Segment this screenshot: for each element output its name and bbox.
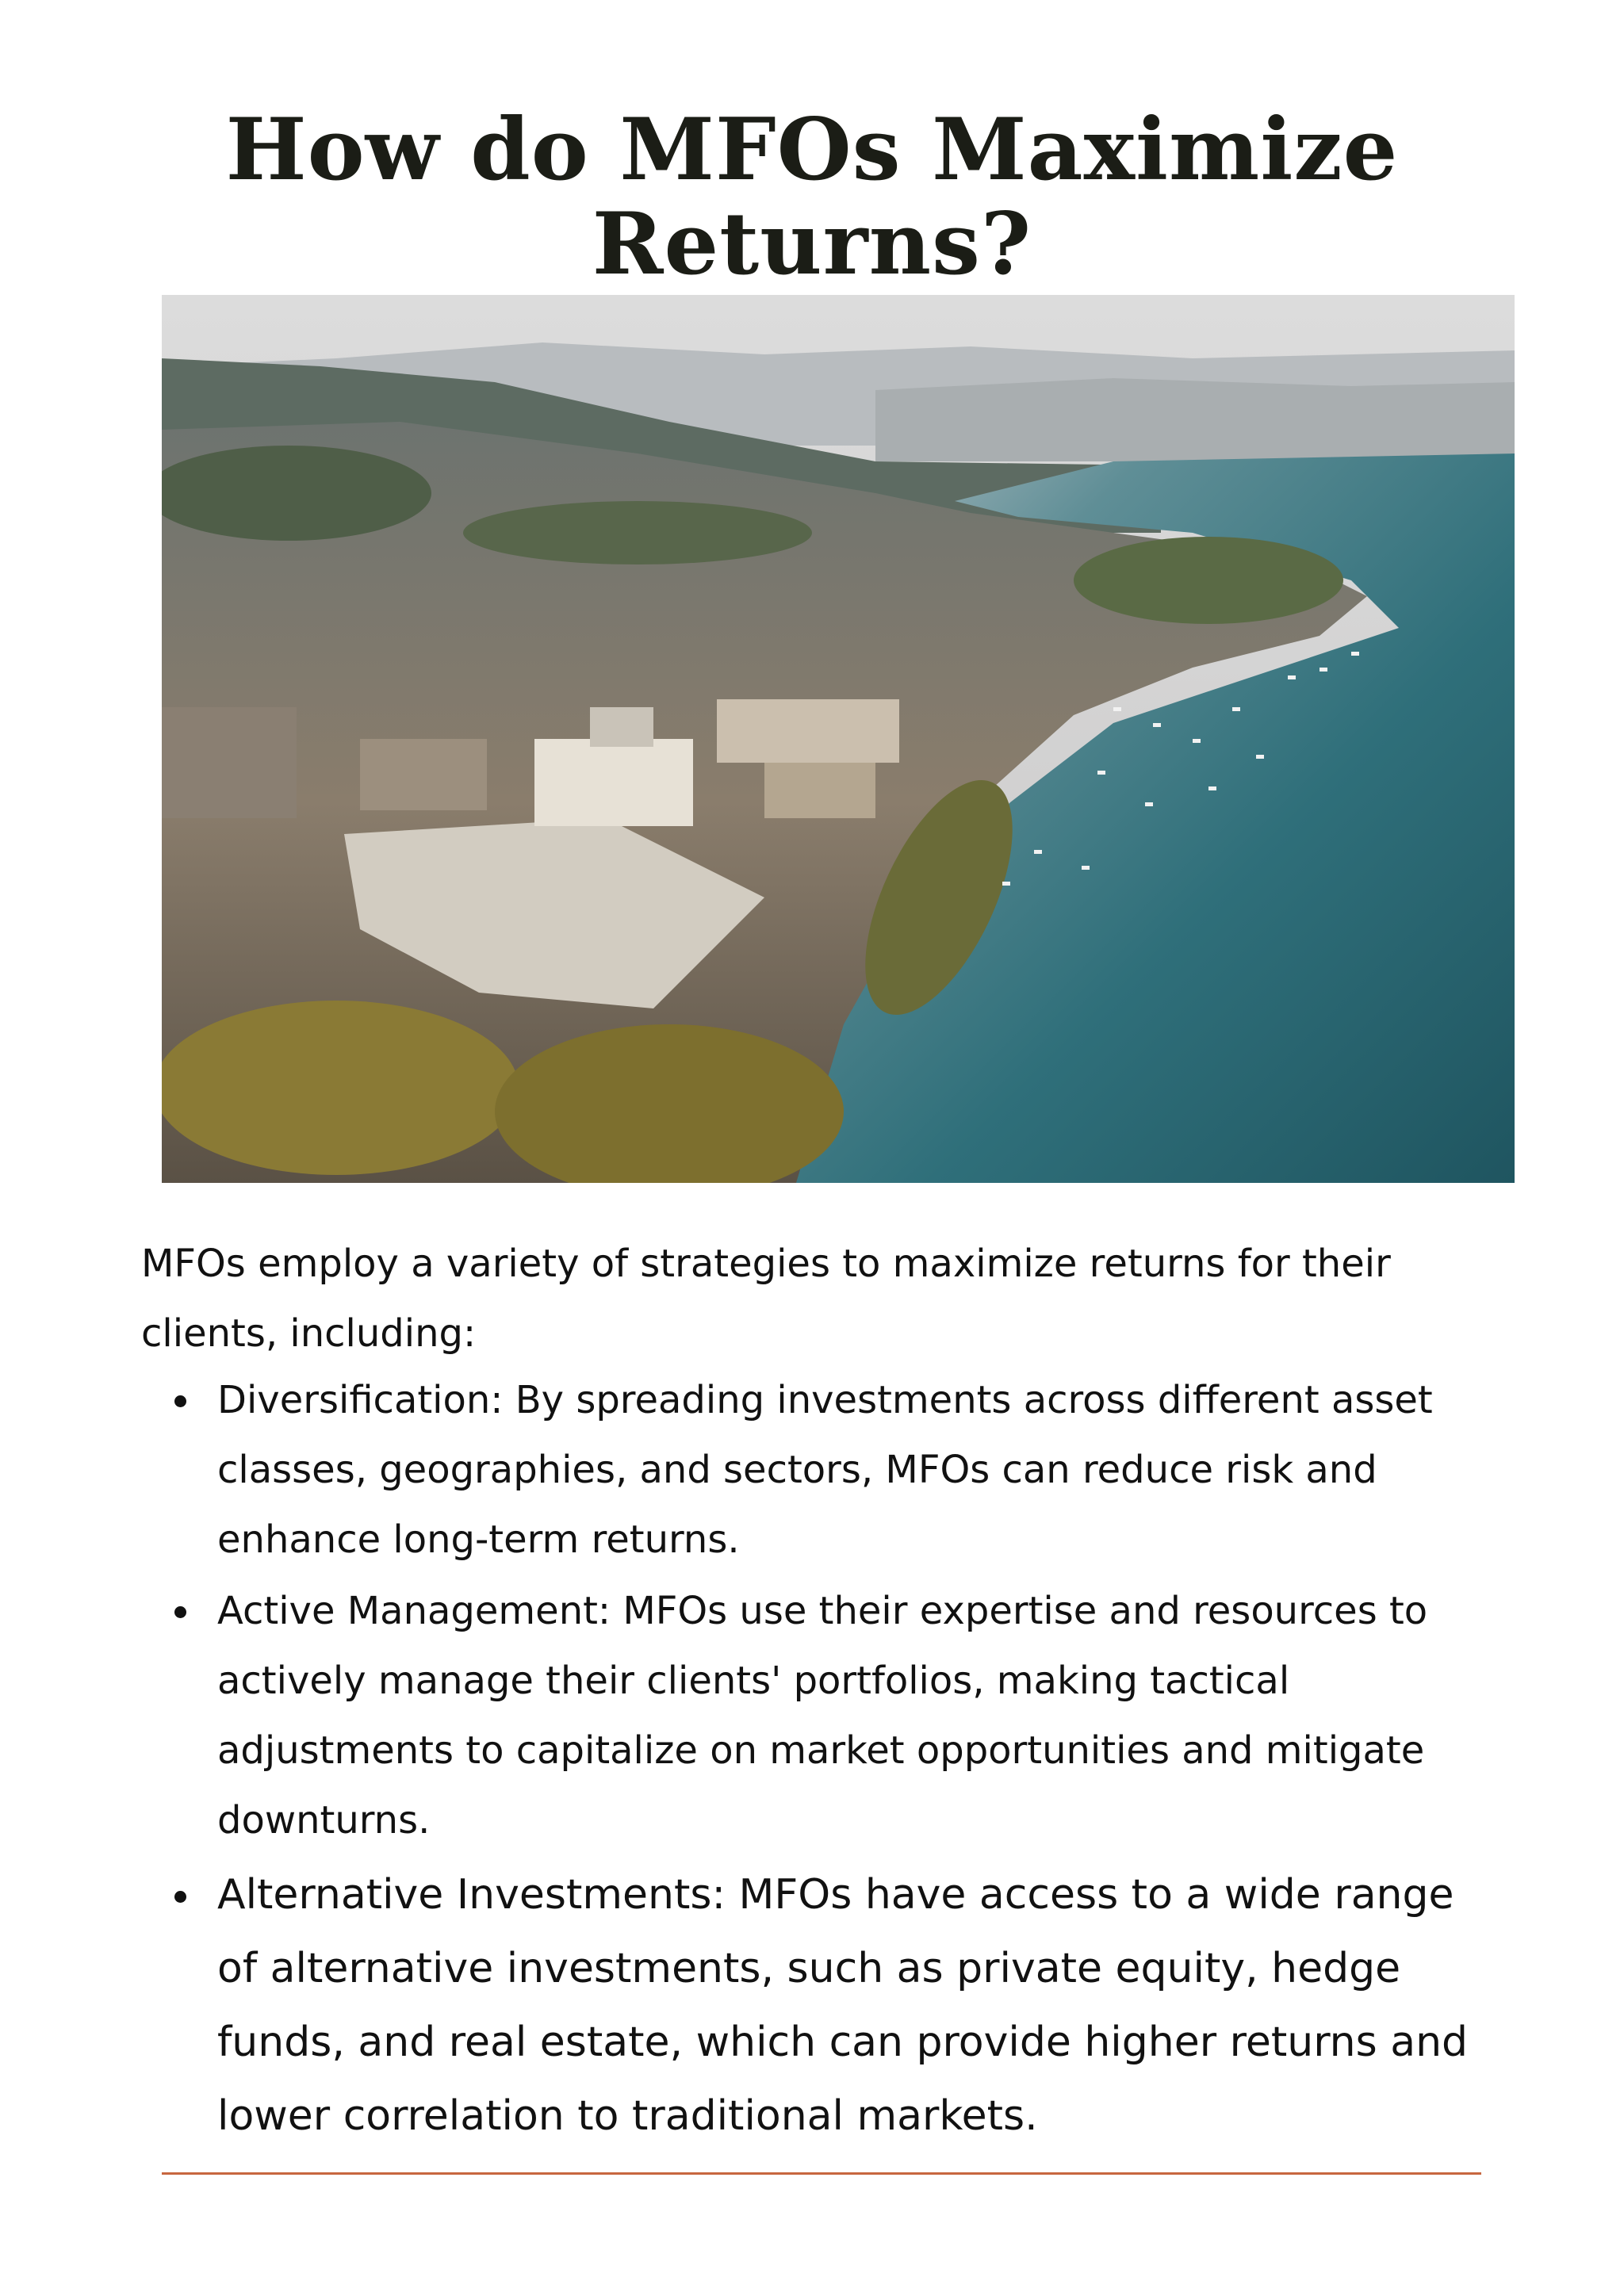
intro-paragraph: MFOs employ a variety of strategies to maximize returns for their clients, including: [141,1242,1391,1356]
bullet-dot-icon [174,1891,186,1903]
bullet-dot-icon [174,1395,186,1407]
city-lake-aerial-photo [162,295,1515,1183]
divider-line [162,2172,1481,2175]
page-title: How do MFOs Maximize Returns? [225,100,1399,294]
list-item [174,1858,1507,2153]
list-item [174,1576,1507,1855]
list-item-text: Diversification: By spreading investments across different asset classes, geographies, and sectors, MFOs can reduce risk and enhance long-term returns. [217,1378,1433,1562]
list-item-text: Alternative Investments: MFOs have access to a wide range of alternative investments, such as private equity, hedge funds, and real estate, which can provide higher returns and lower correlation to traditional markets. [217,1871,1469,2140]
list-item-text: Active Management: MFOs use their expertise and resources to actively manage their clients' portfolios, making tactical adjustments to capitalize on market opportunities and mitigate downturns. [217,1589,1428,1843]
list-item [174,1365,1507,1575]
bullet-dot-icon [174,1606,186,1618]
strategy-list [174,1365,1507,2155]
